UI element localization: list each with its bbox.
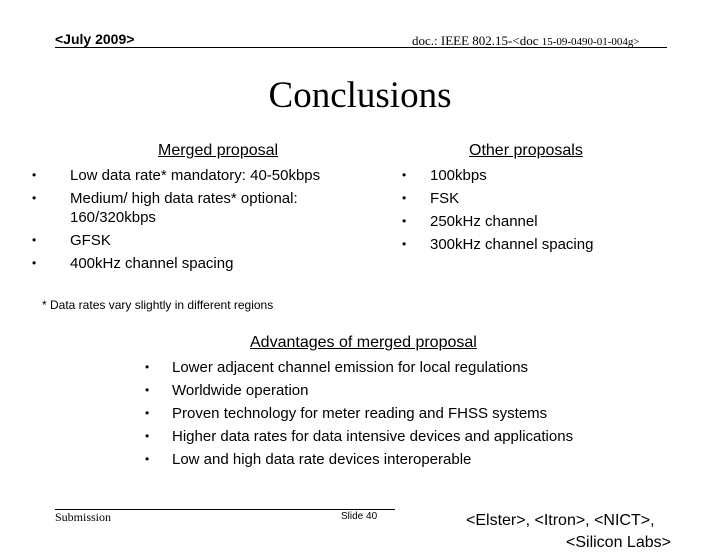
header-doc-prefix: doc.: IEEE 802.15-<doc (412, 33, 542, 48)
list-item (32, 229, 362, 252)
list-item-text: GFSK (70, 232, 111, 249)
bullet-icon: • (145, 452, 150, 466)
list-item-text: Higher data rates for data intensive devices and applications (172, 428, 574, 445)
bullet-icon: • (145, 429, 150, 443)
list-item (145, 379, 665, 402)
list-item (32, 164, 362, 187)
list-item-text: 300kHz channel spacing (430, 236, 594, 253)
list-item (145, 425, 665, 448)
list-item-text: 100kbps (430, 167, 487, 184)
bullet-icon: • (402, 237, 407, 251)
list-item (402, 210, 702, 233)
list-item-text: Low and high data rate devices interoperable (172, 451, 472, 468)
bullet-icon: • (32, 191, 37, 205)
list-item (145, 448, 665, 471)
list-item (32, 187, 362, 229)
bullet-icon: • (145, 406, 150, 420)
other-proposals-heading: Other proposals (469, 142, 583, 159)
slide-number: Slide 40 (341, 511, 378, 522)
list-item (402, 233, 702, 256)
bullet-icon: • (402, 191, 407, 205)
list-item (145, 356, 665, 379)
list-item-text: 250kHz channel (430, 213, 538, 230)
footer-authors (466, 512, 671, 552)
list-item (402, 164, 702, 187)
footer-authors-line1: <Elster>, <Itron>, <NICT>, (466, 512, 655, 529)
list-item (402, 187, 702, 210)
list-item-text: Low data rate* mandatory: 40-50kbps (70, 167, 321, 184)
list-item-text: FSK (430, 190, 460, 207)
list-item-text: 400kHz channel spacing (70, 255, 234, 272)
footer-submission: Submission (55, 510, 112, 524)
footnote: * Data rates vary slightly in different regions (42, 298, 274, 312)
bullet-icon: • (402, 168, 407, 182)
footer-authors-line2: <Silicon Labs> (566, 534, 671, 551)
merged-proposal-list (32, 164, 362, 275)
list-item-text: Medium/ high data rates* optional: 160/320kbps (70, 190, 298, 226)
bullet-icon: • (145, 383, 150, 397)
bullet-icon: • (32, 233, 37, 247)
list-item-text: Worldwide operation (172, 382, 309, 399)
bullet-icon: • (402, 214, 407, 228)
bullet-icon: • (32, 256, 37, 270)
list-item-text: Proven technology for meter reading and FHSS systems (172, 405, 548, 422)
advantages-list (145, 356, 665, 471)
advantages-heading: Advantages of merged proposal (250, 334, 477, 351)
slide-title: Conclusions (268, 75, 452, 116)
bullet-icon: • (32, 168, 37, 182)
merged-proposal-heading: Merged proposal (158, 142, 279, 159)
other-proposals-list (402, 164, 702, 256)
header-date: <July 2009> (55, 31, 135, 47)
header-divider (55, 47, 667, 48)
list-item (32, 252, 362, 275)
list-item-text: Lower adjacent channel emission for local regulations (172, 359, 529, 376)
header-doc-number: 15-09-0490-01-004g> (541, 36, 640, 48)
list-item (145, 402, 665, 425)
bullet-icon: • (145, 360, 150, 374)
